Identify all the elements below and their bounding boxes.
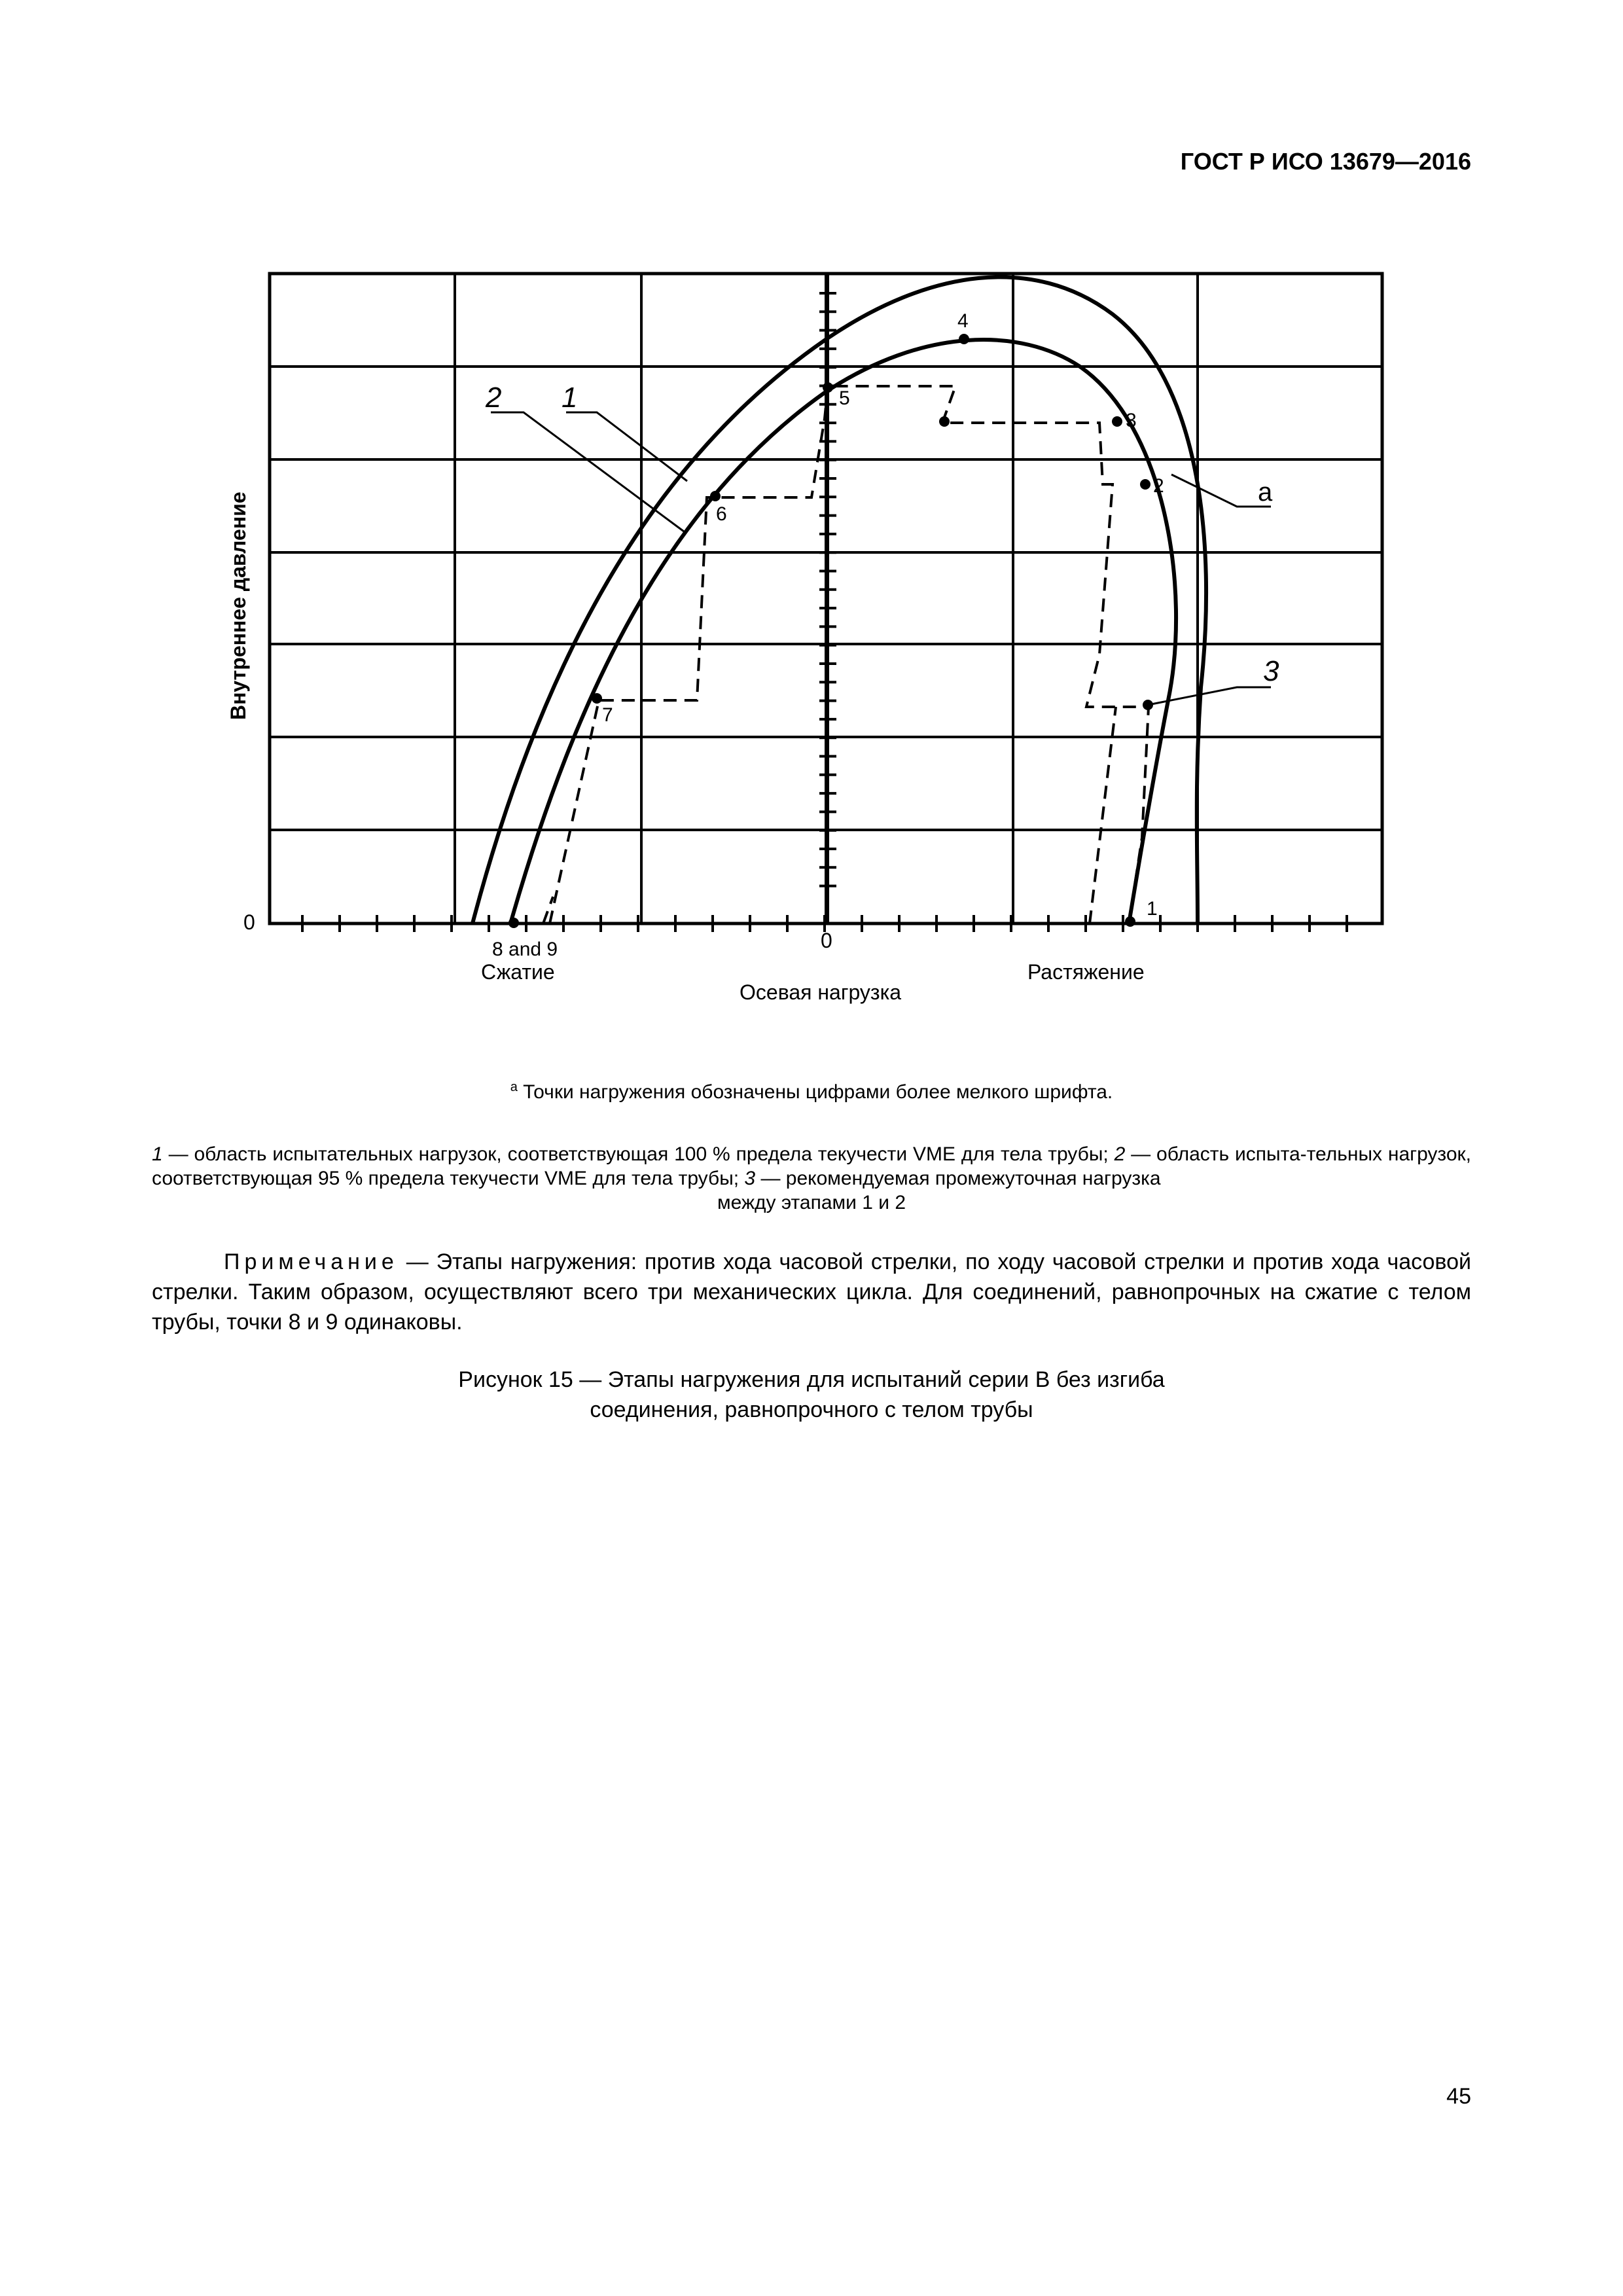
point-1-dot <box>1125 916 1135 927</box>
point-5-label: 5 <box>839 387 850 409</box>
figure-footnote <box>0 1080 1623 1103</box>
compression-label: Сжатие <box>481 960 555 984</box>
point-6-label: 6 <box>716 503 727 525</box>
caption-line-2: соединения, равнопрочного с телом трубы <box>590 1397 1033 1422</box>
legend-number-3: 3 <box>744 1168 756 1189</box>
legend-text-1: — область испытательных нагрузок, соответствующая 100 % предела текучести VME для тела трубы; <box>162 1143 1115 1165</box>
envelope-curve-2 <box>510 340 1176 924</box>
note-text: — Этапы нагружения: против хода часовой стрелки, по ходу часовой стрелки и против хода часовой стрелки. Таким образом, осуществляют всего три механических цикла. Для соединений, равнопрочных на сжатие с телом трубы, точки 8 и 9 одинаковы. <box>152 1249 1471 1335</box>
point-4-label: 4 <box>957 310 969 332</box>
point-8and9-label: 8 and 9 <box>492 939 558 960</box>
legend-number-1: 1 <box>152 1143 163 1165</box>
point-1-label: 1 <box>1147 898 1158 920</box>
curve-label-1: 1 <box>562 382 578 414</box>
figure-legend <box>152 1142 1471 1215</box>
envelope-curve-1 <box>473 277 1206 924</box>
point-4-dot <box>959 334 969 344</box>
point-5-dot <box>823 382 833 393</box>
x-axis-label: Осевая нагрузка <box>740 980 902 1004</box>
point-7-label: 7 <box>602 704 613 726</box>
y-axis-label: Внутреннее давление <box>226 492 250 720</box>
point-8and9-dot <box>508 918 519 928</box>
point-6-dot <box>710 491 721 501</box>
legend-text-2: — область испыта-тельных нагрузок, соответствующая 95 % предела текучести VME для тела трубы; <box>152 1143 1471 1189</box>
page-number: 45 <box>1446 2084 1471 2109</box>
point-7-dot <box>592 693 602 704</box>
y-zero-label: 0 <box>243 910 255 934</box>
point-3-label: 3 <box>1126 410 1137 431</box>
footnote-label-a: a <box>1258 478 1273 507</box>
footnote-text: Точки нагружения обозначены цифрами более мелкого шрифта. <box>517 1081 1113 1103</box>
legend-number-2: 2 <box>1114 1143 1126 1165</box>
point-3-path-dot <box>939 416 950 427</box>
legend-text-3: — рекомендуемая промежуточная нагрузка <box>755 1168 1161 1189</box>
point-3-dot <box>1112 416 1122 427</box>
figure-caption <box>0 1365 1623 1425</box>
note-label: Примечание <box>224 1249 399 1274</box>
tension-label: Растяжение <box>1027 960 1145 984</box>
grid-lines <box>270 274 1382 924</box>
curve-label-3: 3 <box>1263 655 1279 687</box>
document-code: ГОСТ Р ИСО 13679—2016 <box>1180 148 1471 175</box>
x-zero-label: 0 <box>821 929 832 952</box>
dashed-branch-3 <box>1090 707 1116 924</box>
curve-label-2: 2 <box>486 382 502 414</box>
footnote-marker: a <box>510 1080 518 1094</box>
caption-line-1: Рисунок 15 — Этапы нагружения для испытаний серии В без изгиба <box>458 1367 1165 1392</box>
point-2-dot <box>1140 479 1150 490</box>
point-2-label: 2 <box>1153 475 1164 497</box>
load-path <box>514 386 1149 924</box>
legend-text-4: между этапами 1 и 2 <box>717 1192 906 1213</box>
note-paragraph <box>152 1247 1471 1337</box>
